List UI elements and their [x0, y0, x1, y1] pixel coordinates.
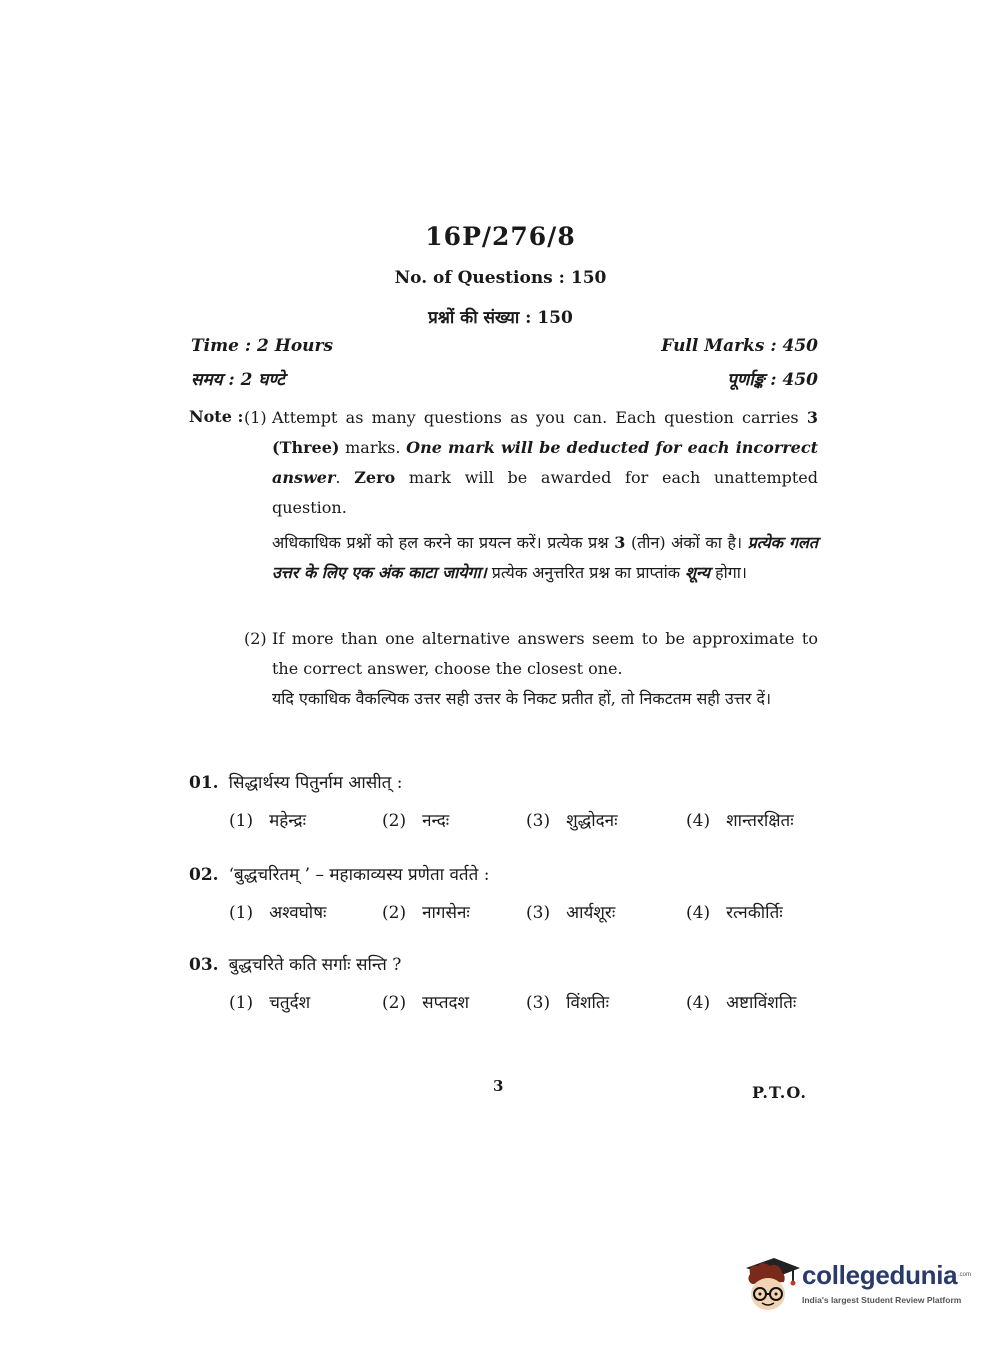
option-4[interactable]: (4) रत्नकीर्तिः — [686, 903, 783, 923]
num-questions-en: No. of Questions : 150 — [394, 268, 607, 288]
logo-tagline: India's largest Student Review Platform — [802, 1295, 962, 1305]
note-item2-hindi: यदि एकाधिक वैकल्पिक उत्तर सही उत्तर के निकट प्रतीत हों, तो निकटतम सही उत्तर दें। — [272, 689, 772, 708]
option-4[interactable]: (4) अष्टाविंशतिः — [686, 993, 797, 1013]
option-1[interactable]: (1) अश्वघोषः — [229, 903, 327, 923]
option-2[interactable]: (2) नागसेनः — [382, 903, 470, 923]
marks-hi: पूर्णाङ्क : 450 — [727, 370, 818, 390]
option-1[interactable]: (1) चतुर्दश — [229, 993, 311, 1013]
note-item2-english: If more than one alternative answers seem to be approximate to the correct answer, choose the closest one. — [272, 629, 818, 678]
question-number: 02. — [189, 865, 219, 885]
note-item1-english: Attempt as many questions as you can. Each question carries 3 (Three) marks. One mark will be deducted for each incorrect answer. Zero mark will be awarded for each unattempted question. — [272, 408, 819, 517]
mascot-icon — [740, 1250, 802, 1320]
option-1[interactable]: (1) महेन्द्रः — [229, 811, 307, 831]
option-3[interactable]: (3) शुद्धोदनः — [526, 811, 618, 831]
logo-wordmark: collegedunia — [802, 1260, 958, 1290]
question-text: सिद्धार्थस्य पितुर्नाम आसीत् : — [228, 773, 403, 793]
marks-en: Full Marks : 450 — [661, 336, 818, 356]
note-item1-number: (1) — [244, 408, 267, 427]
question-2 — [189, 862, 489, 885]
question-3 — [189, 952, 401, 975]
page-number: 3 — [493, 1077, 504, 1095]
collegedunia-logo[interactable] — [740, 1250, 970, 1320]
time-en: Time : 2 Hours — [191, 336, 334, 356]
note-item1-hindi: अधिकाधिक प्रश्नों को हल करने का प्रयत्न करें। प्रत्येक प्रश्न 3 (तीन) अंकों का है। प्रत्येक गलत उत्तर के लिए एक अंक काटा जायेगा। प्रत्येक अनुत्तरित प्रश्न का प्राप्तांक शून्य होगा। — [272, 533, 818, 582]
question-text: बुद्धचरिते कति सर्गाः सन्ति ? — [228, 955, 402, 975]
question-number: 03. — [189, 955, 219, 975]
time-hi: समय : 2 घण्टे — [191, 370, 285, 390]
note-label: Note : — [189, 407, 244, 426]
note-item2-number: (2) — [244, 629, 267, 648]
logo-domain: .com — [958, 1272, 972, 1278]
question-text: ‘बुद्धचरितम् ’ – महाकाव्यस्य प्रणेता वर्तते : — [228, 865, 490, 885]
option-2[interactable]: (2) नन्दः — [382, 811, 450, 831]
question-1 — [189, 770, 402, 793]
num-questions-hi: प्रश्नों की संख्या : 150 — [428, 308, 573, 328]
paper-code: 16P/276/8 — [425, 222, 576, 251]
question-number: 01. — [189, 773, 219, 793]
option-3[interactable]: (3) आर्यशूरः — [526, 903, 616, 923]
pto-label: P.T.O. — [752, 1083, 807, 1102]
option-4[interactable]: (4) शान्तरक्षितः — [686, 811, 794, 831]
option-3[interactable]: (3) विंशतिः — [526, 993, 610, 1013]
option-2[interactable]: (2) सप्तदश — [382, 993, 470, 1013]
